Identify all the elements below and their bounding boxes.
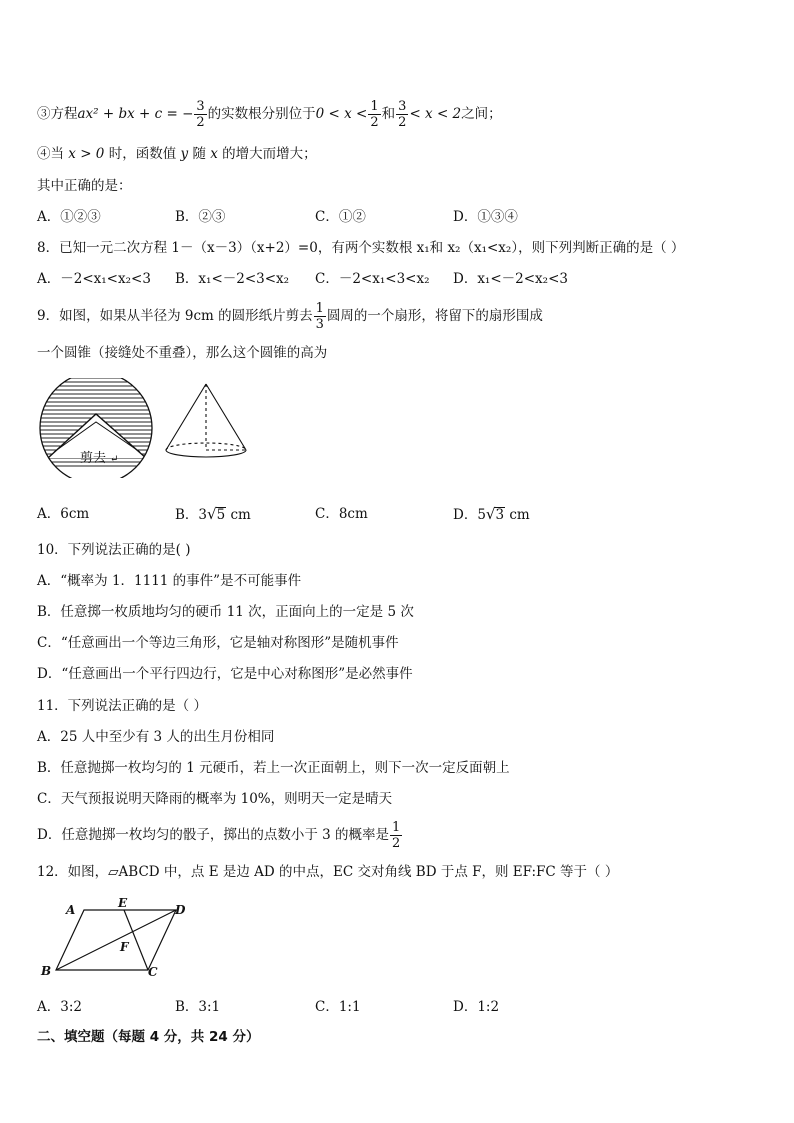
q8-option-d[interactable]: D．x₁<－2<x₂<3 [453,271,568,287]
q12-label-c: C [148,965,158,979]
q7-item4-cond: x > 0 [68,146,105,162]
q11-option-d[interactable] [37,815,403,855]
q11-option-d-text: D．任意抛掷一枚均匀的骰子，掷出的点数小于 3 的概率是 [37,827,389,843]
q7-item3-and: 和 [381,106,396,122]
q12-option-c[interactable]: C．1:1 [315,999,361,1015]
q7-item3-frac1: $\frac{3}{2}$ [196,98,205,130]
return-mark-icon: ↵ [110,454,119,465]
q7-item4-p1: ④当 [37,146,64,162]
q11-stem: 11．下列说法正确的是（ ） [37,698,207,714]
q9-stem-a: 9．如图，如果从半径为 9cm 的圆形纸片剪去 [37,308,313,324]
q11-option-a[interactable]: A．25 人中至少有 3 人的出生月份相同 [37,729,275,745]
q7-item4-p4: 的增大而增大； [222,146,317,162]
q10-option-d[interactable]: D．“任意画出一个平行四边行，它是中心对称图形”是必然事件 [37,666,413,682]
q12-option-b[interactable]: B．3:1 [175,999,221,1015]
q8-option-a[interactable]: A．－2<x₁<x₂<3 [37,271,151,287]
q9-stem2: 一个圆锥（接缝处不重叠），那么这个圆锥的高为 [37,345,328,361]
q7-option-a[interactable]: A．①②③ [37,209,101,225]
q7-item3-frac2: $\frac{1}{2}$ [370,98,379,130]
q7-item3 [37,94,502,134]
q7-item4-p2: 时，函数值 [108,146,177,162]
q12-diagonal-bd [56,910,176,970]
q9-cone [166,384,246,457]
q7-item4-x: x [210,146,218,162]
q7-option-b[interactable]: B．②③ [175,209,226,225]
q9-figure [38,378,278,478]
q7-item3-frac3: $\frac{3}{2}$ [398,98,407,130]
q10-option-a[interactable]: A．“概率为 1．1111 的事件”是不可能事件 [37,573,302,589]
q10-option-c[interactable]: C．“任意画出一个等边三角形，它是轴对称图形”是随机事件 [37,635,399,651]
q7-item3-mid: 的实数根分别位于 [207,106,316,122]
q12-label-f: F [120,940,129,954]
q7-item3-eq: ax² + bx + c = − [77,106,194,122]
q9-option-d-radicand: 3 [495,507,505,523]
q9-frac: $\frac{1}{3}$ [315,300,324,332]
q10-option-b[interactable]: B．任意掷一枚质地均匀的硬币 11 次，正面向上的一定是 5 次 [37,604,414,620]
q7-option-d[interactable]: D．①③④ [453,209,518,225]
q12-parallelogram-figure [36,896,196,980]
q8-option-b[interactable]: B．x₁<－2<3<x₂ [175,271,290,287]
q11-option-c[interactable]: C．天气预报说明天降雨的概率为 10%，则明天一定是晴天 [37,791,393,807]
q9-option-d[interactable]: D．5√3 cm [453,505,530,523]
q11-option-d-frac: $\frac{1}{2}$ [392,819,401,851]
q7-item3-suffix: 之间； [461,106,502,122]
q8-stem: 8．已知一元二次方程 1－（x－3）（x+2）=0，有两个实数根 x₁和 x₂（x₁<x₂），则下列判断正确的是（ ） [37,240,685,256]
q12-label-d: D [175,903,186,917]
q9-option-a[interactable]: A．6cm [37,506,90,522]
q12-stem: 12．如图，▱ABCD 中，点 E 是边 AD 的中点，EC 交对角线 BD 于点 F，则 EF:FC 等于（ ） [37,864,619,880]
q7-item3-prefix: ③方程 [37,106,78,122]
q12-label-e: E [118,896,128,910]
q12-label-b: B [41,964,52,978]
q9-option-c[interactable]: C．8cm [315,506,368,522]
q7-item3-range2: < x < 2 [409,106,462,122]
q9-stem-b: 圆周的一个扇形，将留下的扇形围成 [326,308,543,324]
q7-item4-y: y [180,146,189,162]
q9-option-b-radicand: 5 [216,507,226,523]
q9-cut-label: 剪去 [80,451,107,466]
q7-which: 其中正确的是： [37,178,132,194]
q7-item4-p3: 随 [192,146,206,162]
q10-stem: 10．下列说法正确的是( ) [37,542,191,558]
q11-option-b[interactable]: B．任意抛掷一枚均匀的 1 元硬币，若上一次正面朝上，则下一次一定反面朝上 [37,760,510,776]
q9-option-b[interactable]: B．3√5 cm [175,505,251,523]
q7-option-c[interactable]: C．①② [315,209,366,225]
q12-option-a[interactable]: A．3:2 [37,999,82,1015]
q8-option-c[interactable]: C．－2<x₁<3<x₂ [315,271,430,287]
q7-item4 [37,145,317,163]
q12-option-d[interactable]: D．1:2 [453,999,500,1015]
q9-stem [37,296,543,336]
q7-item3-range1: 0 < x < [315,106,368,122]
section-two-heading: 二、填空题（每题 4 分，共 24 分） [37,1029,260,1045]
q12-label-a: A [66,903,76,917]
